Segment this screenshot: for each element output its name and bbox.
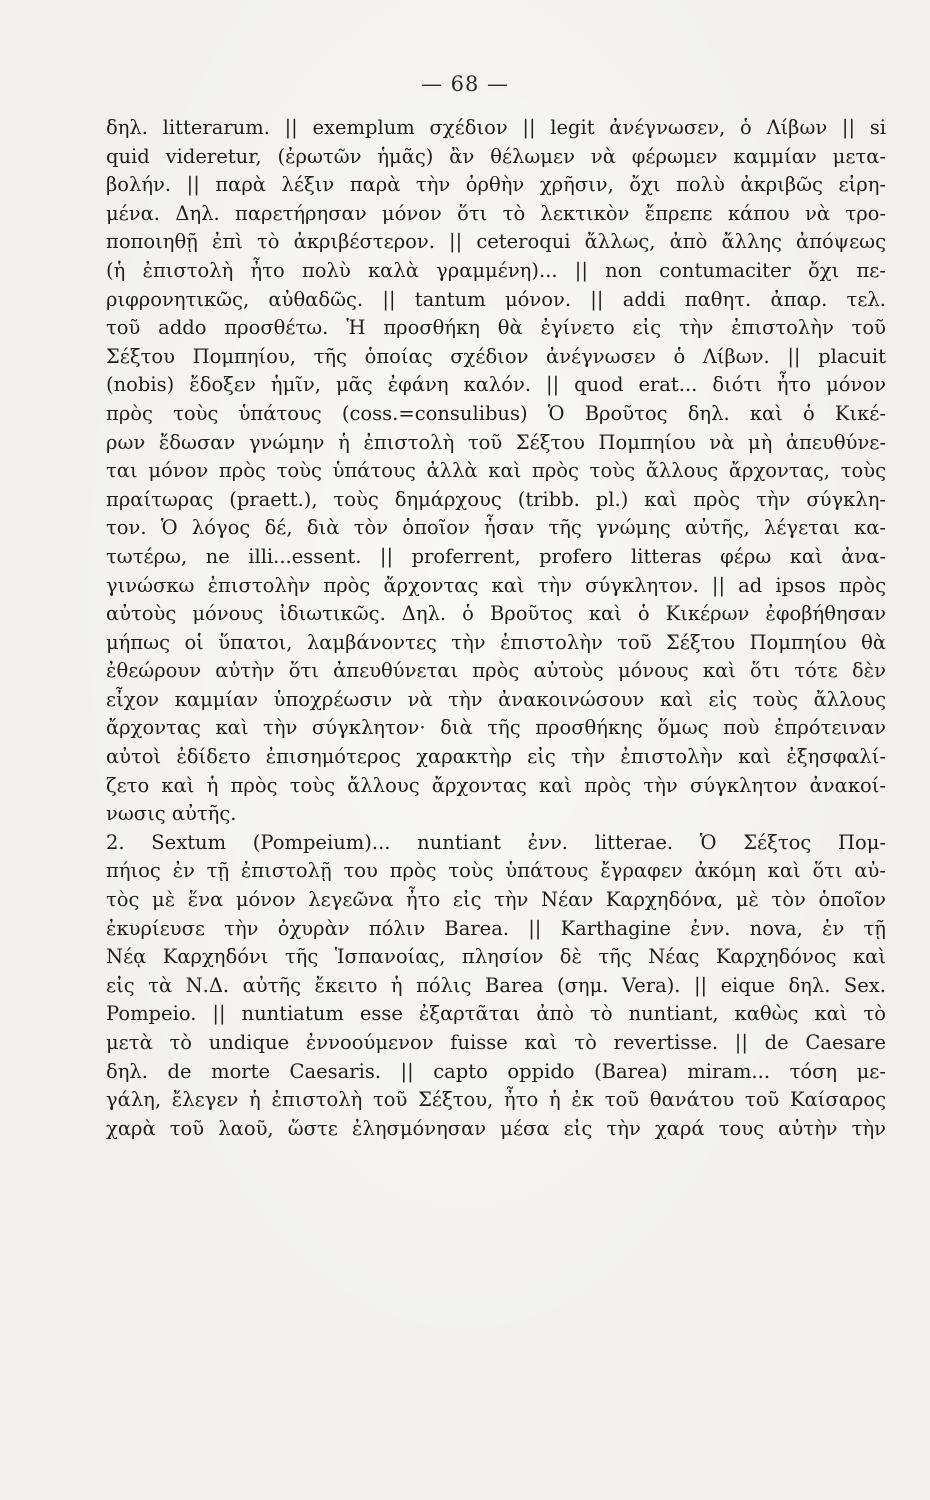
text-line: πρὸς τοὺς ὑπάτους (coss.=consulibus) Ὁ Βροῦτος δηλ. καὶ ὁ Κικέ- xyxy=(106,401,886,425)
text-line: τοῦ addo προσθέτω. Ἡ προσθήκη θὰ ἐγίνετο εἰς τὴν ἐπιστολὴν τοῦ xyxy=(106,316,886,340)
text-line: ριφρονητικῶς, αὐθαδῶς. || tantum μόνον. || addi παθητ. ἀπαρ. τελ. xyxy=(106,287,886,311)
text-line: Νέᾳ Καρχηδόνι τῆς Ἱσπανοίας, πλησίον δὲ τῆς Νέας Καρχηδόνος καὶ xyxy=(106,945,886,969)
page-number: — 68 — xyxy=(420,72,510,96)
text-line: τὸς μὲ ἕνα μόνον λεγεῶνα ἦτο εἰς τὴν Νέαν Καρχηδόνα, μὲ τὸν ὁποῖον xyxy=(106,888,886,912)
text-line: (nobis) ἔδοξεν ἡμῖν, μᾶς ἐφάνη καλόν. || quod erat... διότι ἦτο μόνον xyxy=(106,373,886,397)
text-line: γινώσκω ἐπιστολὴν πρὸς ἄρχοντας καὶ τὴν σύγκλητον. || ad ipsos πρὸς xyxy=(106,573,886,597)
text-line: βολήν. || παρὰ λέξιν παρὰ τὴν ὀρθὴν χρῆσιν, ὄχι πολὺ ἀκριβῶς εἰρη- xyxy=(106,173,886,197)
text-line: δηλ. de morte Caesaris. || capto oppido (Barea) miram... τόση με- xyxy=(106,1059,886,1083)
text-line: εἶχον καμμίαν ὑποχρέωσιν νὰ τὴν ἀνακοινώσουν καὶ εἰς τοὺς ἄλλους xyxy=(106,687,886,711)
text-line: αὐτοὺς μόνους ἰδιωτικῶς. Δηλ. ὁ Βροῦτος καὶ ὁ Κικέρων ἐφοβήθησαν xyxy=(106,602,886,626)
paragraph-start-line: 2. Sextum (Pompeium)... nuntiant ἐνν. litterae. Ὁ Σέξτος Πομ- xyxy=(106,830,886,854)
text-line: ται μόνον πρὸς τοὺς ὑπάτους ἀλλὰ καὶ πρὸς τοὺς ἄλλους ἄρχοντας, τοὺς xyxy=(106,459,886,483)
text-line: δηλ. litterarum. || exemplum σχέδιον || legit ἀνέγνωσεν, ὁ Λίβων || si xyxy=(106,116,886,139)
text-line: ποποιηθῇ ἐπὶ τὸ ἀκριβέστερον. || ceteroqui ἄλλως, ἀπὸ ἄλλης ἀπόψεως xyxy=(106,230,886,254)
text-line: χαρὰ τοῦ λαοῦ, ὥστε ἐλησμόνησαν μέσα εἰς τὴν χαρά τους αὐτὴν τὴν xyxy=(106,1116,886,1140)
text-line: μένα. Δηλ. παρετήρησαν μόνον ὅτι τὸ λεκτικὸν ἔπρεπε κάπου νὰ τρο- xyxy=(106,201,886,225)
text-line: Σέξτου Πομπηίου, τῆς ὁποίας σχέδιον ἀνέγνωσεν ὁ Λίβων. || placuit xyxy=(106,344,886,368)
text-line: γάλη, ἔλεγεν ἡ ἐπιστολὴ τοῦ Σέξτου, ἦτο ἡ ἐκ τοῦ θανάτου τοῦ Καίσαρος xyxy=(106,1088,886,1112)
text-line: ἐθεώρουν αὐτὴν ὅτι ἀπευθύνεται πρὸς αὐτοὺς μόνους καὶ ὅτι τότε δὲν xyxy=(106,659,886,683)
text-line: τον. Ὁ λόγος δέ, διὰ τὸν ὁποῖον ἦσαν τῆς γνώμης αὐτῆς, λέγεται κα- xyxy=(106,516,886,540)
text-line: Pompeio. || nuntiatum esse ἐξαρτᾶται ἀπὸ τὸ nuntiant, καθὼς καὶ τὸ xyxy=(106,1002,886,1026)
text-line: μήπως οἱ ὕπατοι, λαμβάνοντες τὴν ἐπιστολὴν τοῦ Σέξτου Πομπηίου θὰ xyxy=(106,630,886,654)
text-line: πήιος ἐν τῇ ἐπιστολῇ του πρὸς τοὺς ὑπάτους ἔγραφεν ἀκόμη καὶ ὅτι αὐ- xyxy=(106,859,886,883)
text-line: ἐκυρίευσε τὴν ὀχυρὰν πόλιν Barea. || Karthagine ἐνν. nova, ἐν τῇ xyxy=(106,916,886,940)
text-line: ζετο καὶ ἡ πρὸς τοὺς ἄλλους ἄρχοντας καὶ πρὸς τὴν σύγκλητον ἀνακοί- xyxy=(106,773,886,797)
text-line: νωσις αὐτῆς. xyxy=(106,802,237,826)
text-line: μετὰ τὸ undique ἐννοούμενον fuisse καὶ τὸ revertisse. || de Caesare xyxy=(106,1031,886,1054)
text-line: ρων ἔδωσαν γνώμην ἡ ἐπιστολὴ τοῦ Σέξτου Πομπηίου νὰ μὴ ἀπευθύνε- xyxy=(106,430,886,454)
text-line: (ἡ ἐπιστολὴ ἦτο πολὺ καλὰ γραμμένη)... || non contumaciter ὄχι πε- xyxy=(106,258,886,282)
text-line: ἄρχοντας καὶ τὴν σύγκλητον· διὰ τῆς προσθήκης ὅμως ποὺ ἐπρότειναν xyxy=(106,716,886,740)
text-line: quid videretur, (ἐρωτῶν ἡμᾶς) ἂν θέλωμεν νὰ φέρωμεν καμμίαν μετα- xyxy=(106,144,886,168)
commentary-text xyxy=(106,114,886,1143)
text-line: τωτέρω, ne illi...essent. || proferrent, profero litteras φέρω καὶ ἀνα- xyxy=(106,544,886,568)
text-line: αὐτοὶ ἐδίδετο ἐπισημότερος χαρακτὴρ εἰς τὴν ἐπιστολὴν καὶ ἐξησφαλί- xyxy=(106,745,886,769)
text-line: εἰς τὰ Ν.Δ. αὐτῆς ἔκειτο ἡ πόλις Barea (σημ. Vera). || eique δηλ. Sex. xyxy=(106,973,886,997)
text-line: πραίτωρας (praett.), τοὺς δημάρχους (tribb. pl.) καὶ πρὸς τὴν σύγκλη- xyxy=(106,487,886,511)
